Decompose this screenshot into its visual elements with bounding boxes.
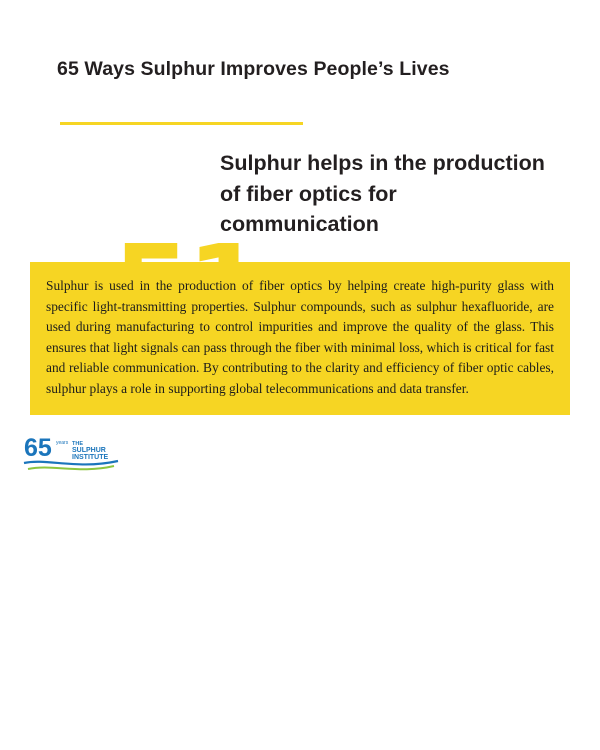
body-text: Sulphur is used in the production of fiber optics by helping create high-purity glass with specific light-transmitting properties. Sulphur compounds, such as sulphur hexafluoride, are used during manufacturing to control impurities and improve the quality of the glass. This ensures that light signals can pass through the fiber with minimal loss, which is critical for fast and reliable communication. By contributing to the clarity and efficiency of fiber optic cables, sulphur plays a role in supporting global telecommunications and data transfer. [46,278,554,396]
svg-text:65: 65 [24,434,52,462]
svg-text:THE: THE [72,441,83,447]
headline: Sulphur helps in the production of fiber optics for communication [220,151,545,237]
page-title: 65 Ways Sulphur Improves People’s Lives [57,58,450,80]
svg-text:years: years [56,440,69,446]
body-panel [30,262,570,415]
svg-text:SULPHUR: SULPHUR [72,447,106,454]
sulphur-institute-logo [22,430,140,476]
item-number-block [57,118,217,248]
svg-text:INSTITUTE: INSTITUTE [72,454,109,461]
